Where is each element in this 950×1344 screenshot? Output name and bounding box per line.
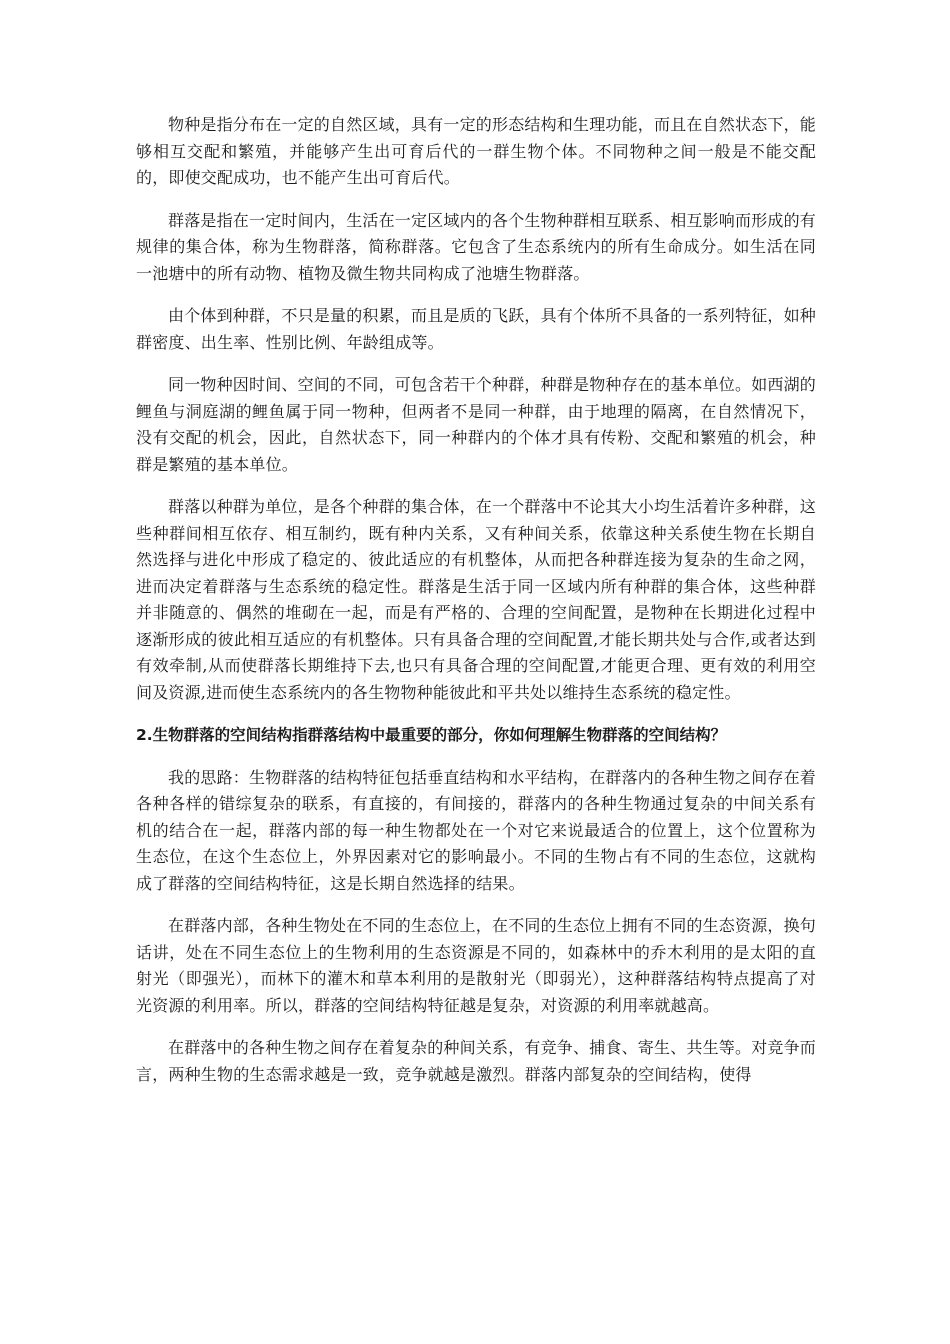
paragraph-community-definition: 群落是指在一定时间内，生活在一定区域内的各个生物种群相互联系、相互影响而形成的有规律的集合体，称为生物群落，简称群落。它包含了生态系统内的所有生命成分。如生活在同一池塘中的所有动物、植物及微生物共同构成了池塘生物群落。	[136, 210, 817, 283]
paragraph-interspecific-relations: 在群落中的各种生物之间存在着复杂的种间关系，有竞争、捕食、寄生、共生等。对竞争而言，两种生物的生态需求越是一致，竞争就越是激烈。群落内部复杂的空间结构，使得	[136, 1038, 817, 1084]
paragraph-individual-to-population: 由个体到种群，不只是量的积累，而且是质的飞跃，具有个体所不具备的一系列特征，如种群密度、出生率、性别比例、年龄组成等。	[136, 306, 817, 352]
paragraph-population-unit: 同一物种因时间、空间的不同，可包含若干个种群，种群是物种存在的基本单位。如西湖的鲤鱼与洞庭湖的鲤鱼属于同一物种，但两者不是同一种群，由于地理的隔离，在自然情况下，没有交配的机会，因此，自然状态下，同一种群内的个体才具有传粉、交配和繁殖的机会，种群是繁殖的基本单位。	[136, 375, 817, 474]
question-heading: 2.生物群落的空间结构指群落结构中最重要的部分，你如何理解生物群落的空间结构？	[136, 726, 727, 744]
paragraph-answer-approach: 我的思路：生物群落的结构特征包括垂直结构和水平结构，在群落内的各种生物之间存在着各种各样的错综复杂的联系，有直接的，有间接的，群落内的各种生物通过复杂的中间关系有机的结合在一起，群落内部的每一种生物都处在一个对它来说最适合的位置上，这个位置称为生态位，在这个生态位上，外界因素对它的影响最小。不同的生物占有不同的生态位，这就构成了群落的空间结构特征，这是长期自然选择的结果。	[136, 767, 817, 893]
document-body	[136, 112, 816, 1104]
paragraph-niche-resources: 在群落内部，各种生物处在不同的生态位上，在不同的生态位上拥有不同的生态资源，换句话讲，处在不同生态位上的生物利用的生态资源是不同的，如森林中的乔木利用的是太阳的直射光（即强光），而林下的灌木和草本利用的是散射光（即弱光），这种群落结构特点提高了对光资源的利用率。所以，群落的空间结构特征越是复杂，对资源的利用率就越高。	[136, 916, 817, 1015]
paragraph-community-structure: 群落以种群为单位，是各个种群的集合体，在一个群落中不论其大小均生活着许多种群，这些种群间相互依存、相互制约，既有种内关系，又有种间关系，依靠这种关系使生物在长期自然选择与进化中形成了稳定的、彼此适应的有机整体，从而把各种群连接为复杂的生命之网，进而决定着群落与生态系统的稳定性。群落是生活于同一区域内所有种群的集合体，这些种群并非随意的、偶然的堆砌在一起，而是有严格的、合理的空间配置，是物种在长期进化过程中逐渐形成的彼此相互适应的有机整体。只有具备合理的空间配置,才能长期共处与合作,或者达到有效牵制,从而使群落长期维持下去,也只有具备合理的空间配置,才能更合理、更有效的利用空间及资源,进而使生态系统内的各生物物种能彼此和平共处以维持生态系统的稳定性。	[136, 497, 817, 702]
paragraph-species-definition: 物种是指分布在一定的自然区域，具有一定的形态结构和生理功能，而且在自然状态下，能够相互交配和繁殖，并能够产生出可育后代的一群生物个体。不同物种之间一般是不能交配的，即使交配成功，也不能产生出可育后代。	[136, 115, 817, 187]
